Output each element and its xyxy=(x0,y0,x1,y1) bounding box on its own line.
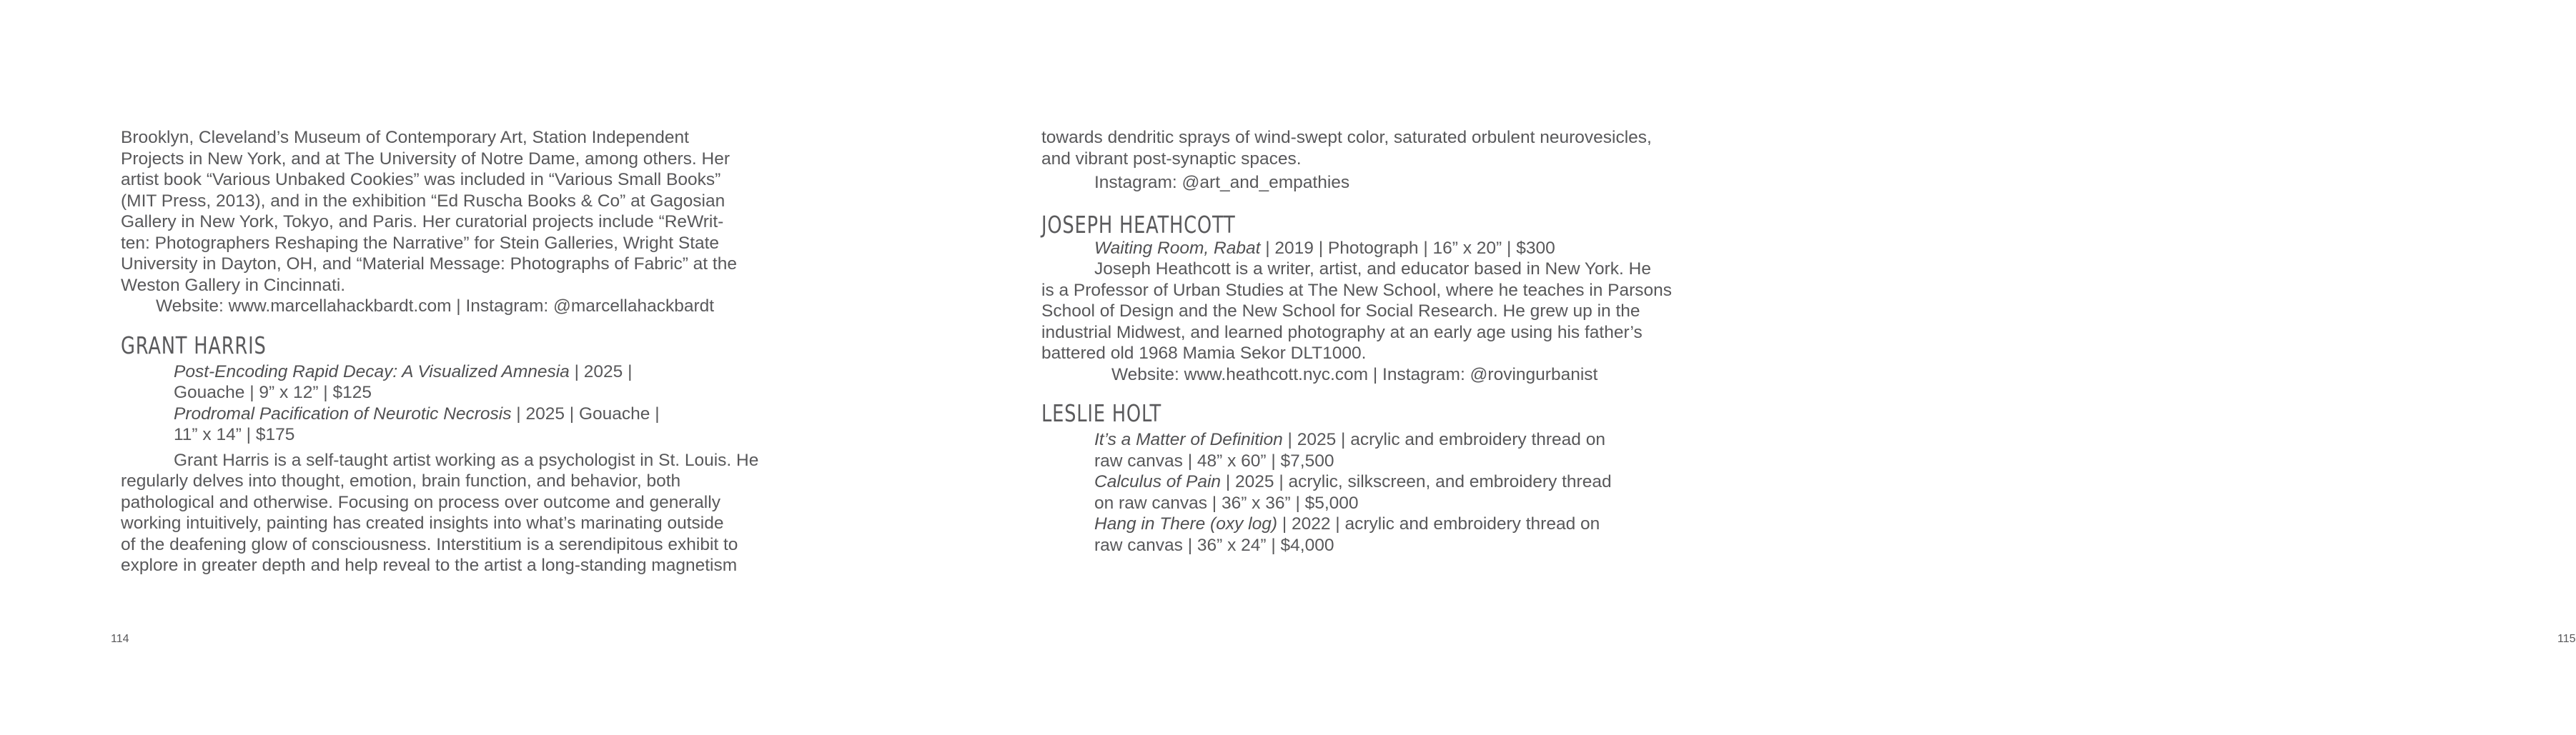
bio-line: Gallery in New York, Tokyo, and Paris. Her curatorial projects include “ReWrit- xyxy=(121,212,724,231)
work-details: | 2025 | acrylic and embroidery thread on xyxy=(1282,430,1605,449)
work-entry xyxy=(121,361,764,404)
work-details: | 2025 | acrylic, silkscreen, and embroidery thread xyxy=(1221,472,1612,491)
artist-name-joseph-heathcott: JOSEPH HEATHCOTT xyxy=(1041,210,1236,239)
work-details: | 2022 | acrylic and embroidery thread on xyxy=(1277,514,1600,534)
marcella-website-line: Website: www.marcellahackbardt.com | Instagram: @marcellahackbardt xyxy=(156,296,715,316)
work-title: Waiting Room, Rabat xyxy=(1094,238,1261,258)
bio-line: of the deafening glow of consciousness. Interstitium is a serendipitous exhibit to xyxy=(121,534,738,554)
artist-name-grant-harris: GRANT HARRIS xyxy=(121,331,267,359)
bio-line: Projects in New York, and at The University of Notre Dame, among others. Her xyxy=(121,149,730,169)
work-title: Post-Encoding Rapid Decay: A Visualized Amnesia xyxy=(174,361,570,381)
bio-line: Joseph Heathcott is a writer, artist, and educator based in New York. He xyxy=(1094,259,1651,279)
left-column xyxy=(121,127,764,576)
work-details: | 2025 | Gouache | xyxy=(511,404,660,424)
bio-line: industrial Midwest, and learned photography at an early age using his father’s xyxy=(1041,322,1643,342)
marcella-bio-continued xyxy=(121,127,764,296)
bio-line: pathological and otherwise. Focusing on process over outcome and generally xyxy=(121,492,720,512)
work-title: Hang in There (oxy log) xyxy=(1094,514,1278,534)
bio-line: working intuitively, painting has created insights into what’s marinating outside xyxy=(121,514,724,533)
bio-line: is a Professor of Urban Studies at The New School, where he teaches in Parsons xyxy=(1041,280,1673,300)
work-details: Gouache | 9” x 12” | $125 xyxy=(174,383,372,402)
artist-name-leslie-holt: LESLIE HOLT xyxy=(1041,399,1162,427)
bio-line: (MIT Press, 2013), and in the exhibition “Ed Ruscha Books & Co” at Gagosian xyxy=(121,191,725,211)
work-title: Prodromal Pacification of Neurotic Necrosis xyxy=(174,404,512,424)
right-page xyxy=(893,0,2576,735)
joseph-website-line: Website: www.heathcott.nyc.com | Instagram: @rovingurbanist xyxy=(1111,364,1598,384)
bio-line: artist book “Various Unbaked Cookies” was included in “Various Small Books” xyxy=(121,170,721,189)
work-entry xyxy=(1041,238,1685,259)
bio-line: explore in greater depth and help reveal to the artist a long-standing magnetism xyxy=(121,556,738,575)
bio-line: School of Design and the New School for Social Research. He grew up in the xyxy=(1041,301,1640,321)
bio-line: Weston Gallery in Cincinnati. xyxy=(121,275,346,295)
work-entry xyxy=(1041,514,1685,556)
work-details: raw canvas | 36” x 24” | $4,000 xyxy=(1094,535,1334,555)
work-details: on raw canvas | 36” x 36” | $5,000 xyxy=(1094,493,1359,513)
bio-line: ten: Photographers Reshaping the Narrative” for Stein Galleries, Wright State xyxy=(121,233,720,253)
joseph-heathcott-bio xyxy=(1041,259,1685,364)
bio-line: University in Dayton, OH, and “Material Message: Photographs of Fabric” at the xyxy=(121,254,737,274)
work-entry xyxy=(121,404,764,446)
bio-line: Brooklyn, Cleveland’s Museum of Contemporary Art, Station Independent xyxy=(121,128,689,147)
page-number: 115 xyxy=(2557,633,2576,645)
page-number: 114 xyxy=(111,633,129,645)
work-entry xyxy=(1041,471,1685,514)
bio-line: Grant Harris is a self-taught artist working as a psychologist in St. Louis. He xyxy=(174,450,759,470)
grant-harris-bio xyxy=(121,450,764,576)
bio-line: regularly delves into thought, emotion, brain function, and behavior, both xyxy=(121,471,681,491)
work-title: Calculus of Pain xyxy=(1094,472,1222,491)
bio-line: towards dendritic sprays of wind-swept color, saturated orbulent neurovesicles, xyxy=(1041,128,1652,147)
work-entry xyxy=(1041,429,1685,471)
instagram-line: Instagram: @art_and_empathies xyxy=(1094,173,1350,192)
right-column xyxy=(1041,127,1685,556)
bio-line: and vibrant post-synaptic spaces. xyxy=(1041,149,1302,169)
work-details: | 2025 | xyxy=(569,361,633,381)
bio-continued xyxy=(1041,127,1685,169)
work-title: It’s a Matter of Definition xyxy=(1094,430,1283,449)
work-details: 11” x 14” | $175 xyxy=(174,425,295,444)
left-page xyxy=(0,0,893,735)
work-details: raw canvas | 48” x 60” | $7,500 xyxy=(1094,451,1334,471)
work-details: | 2019 | Photograph | 16” x 20” | $300 xyxy=(1260,238,1555,258)
bio-line: battered old 1968 Mamia Sekor DLT1000. xyxy=(1041,344,1367,363)
